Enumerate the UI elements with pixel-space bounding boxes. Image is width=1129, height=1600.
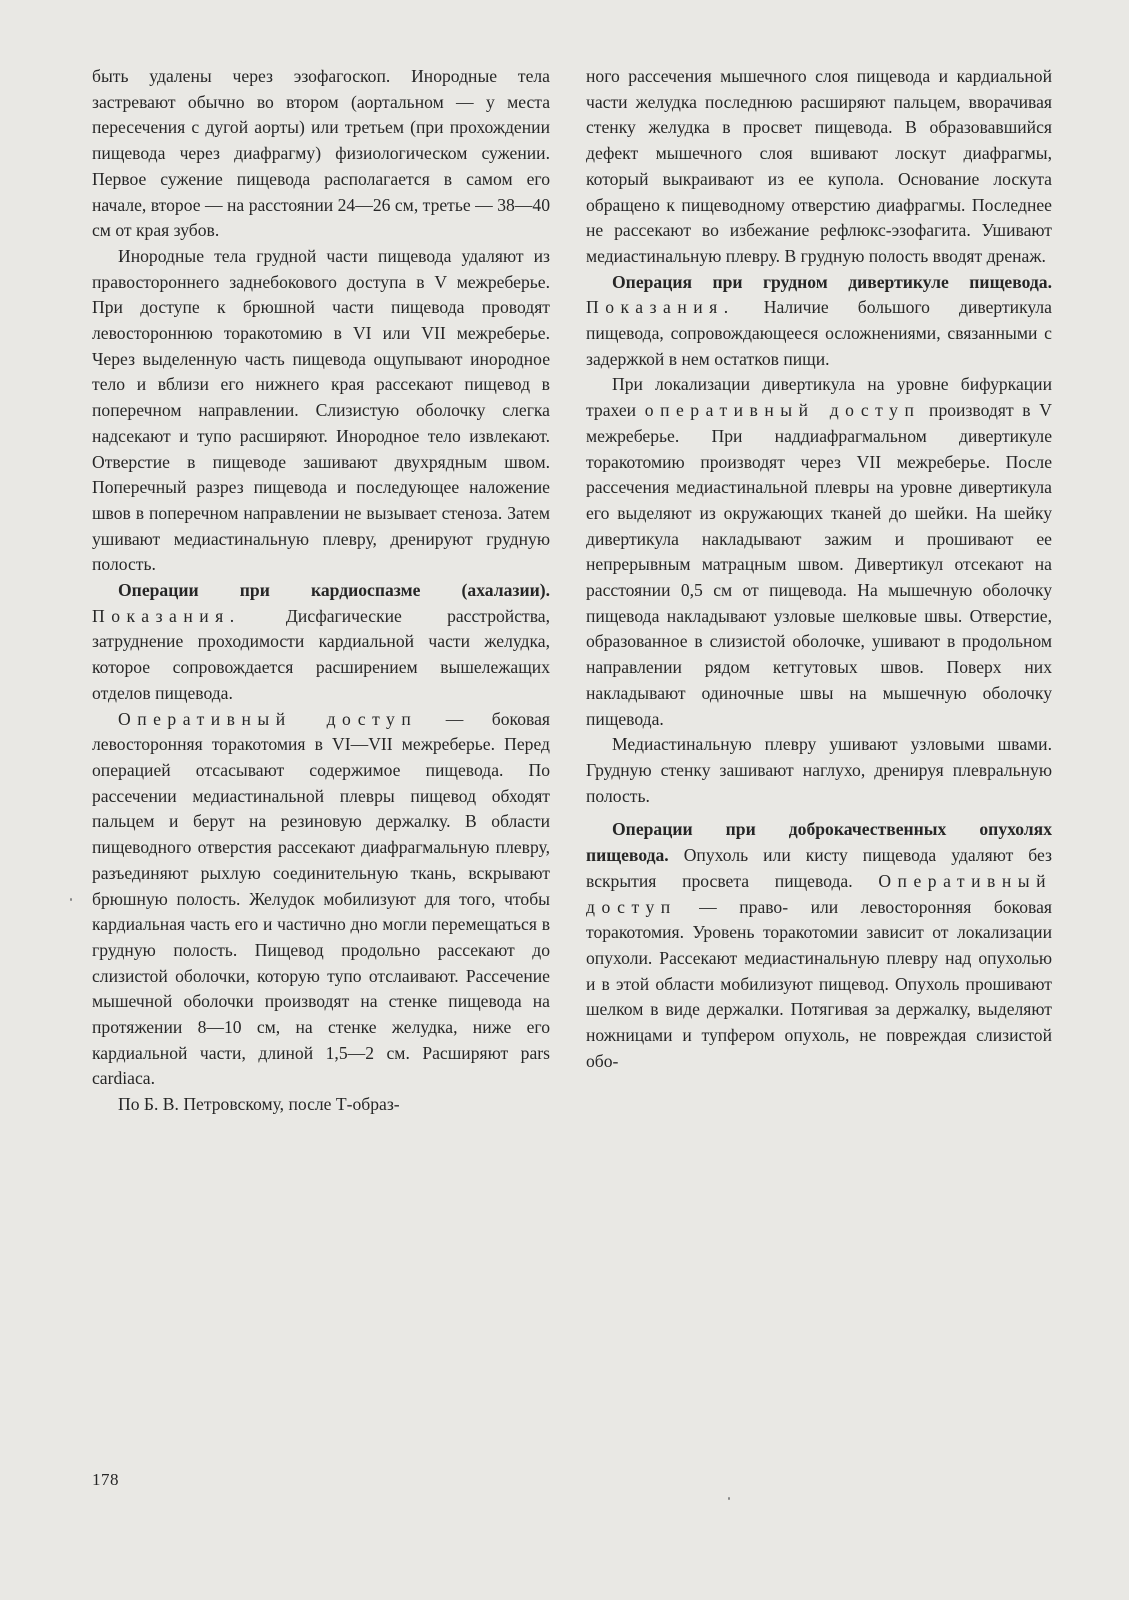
paragraph-text: — боковая левосторонняя торакотомия в VI—VII межреберье. Перед операцией отсасывают содержимое пищевода. По рассечении медиастинальной плевры пищевод обходят пальцем и берут на резиновую держалку. В области пищеводного отверстия рассекают диафрагмальную плевру, разъединяют рыхлую соединительную ткань, вскрывают брюшную полость. Желудок мобилизуют для того, чтобы кардиальная часть его и частично дно могли перемещаться в грудную полость. Пищевод продольно рассекают до слизистой оболочки, которую тупо отслаивают. Рассечение мышечной оболочки производят на стенке пищевода на протяжении 8—10 см, на стенке желудка, ниже его кардиальной части, длиной 1,5—2 см. Расширяют pars cardiaca.	[92, 708, 550, 1089]
spaced-label: оперативный доступ	[644, 400, 921, 421]
page-number: 178	[92, 1470, 119, 1489]
spaced-label: Оперативный доступ	[586, 870, 1052, 917]
right-column	[586, 64, 1052, 1074]
paragraph-text: — право- или левосторонняя боковая торакотомия. Уровень торакотомии зависит от локализации опухоли. Рассекают медиастинальную плевру над опухолью и в этой области мобилизуют пищевод. Опухоль прошивают шелком в виде держалки. Потягивая за держалку, выделяют ножницами и тупфером опухоль, не повреждая слизистой обо-	[586, 896, 1052, 1071]
scan-speck	[70, 898, 72, 901]
spaced-label: Показания.	[92, 605, 241, 626]
paragraph: По Б. В. Петровскому, после Т-образ-	[118, 1094, 400, 1115]
section-heading: Операции при доброкачественных опухолях пищевода.	[586, 819, 1052, 866]
paragraph-diverticulum	[586, 270, 1052, 373]
paragraph: ного рассечения мышечного слоя пищевода и кардиальной части желудка последнюю расширяют пальцем, вворачивая стенку желудка в просвет пищевода. В образовавшийся дефект мышечного слоя вшивают лоскут диафрагмы, который выкраивают из ее купола. Основание лоскута обращено к пищеводному отверстию диафрагмы. Последнее не рассекают во избежание рефлюкс-эзофагита. Ушивают медиастинальную плевру. В грудную полость вводят дренаж.	[586, 66, 1052, 266]
spaced-label: Показания.	[586, 297, 735, 318]
paragraph-text: Опухоль или кисту пищевода удаляют без вскрытия просвета пищевода.	[586, 845, 1052, 891]
paragraph-diverticulum-access	[586, 372, 1052, 732]
paragraph-cardiospasm	[92, 578, 550, 707]
paragraph: Медиастинальную плевру ушивают узловыми швами. Грудную стенку зашивают наглухо, дренируя плевральную полость.	[586, 734, 1052, 806]
paragraph-text: При локализации дивертикула на уровне бифуркации трахеи	[586, 374, 1052, 421]
scan-speck	[728, 1497, 730, 1500]
paragraph-tumors	[586, 817, 1052, 1074]
paragraph-text: производят в V межреберье. При наддиафрагмальном дивертикуле торакотомию производят через VII межреберье. После рассечения медиастинальной плевры на уровне дивертикула его выделяют из окружающих тканей до шейки. На шейку дивертикула накладывают зажим и прошивают ее непрерывным матрацным швом. Дивертикул отсекают на расстоянии 0,5 см от пищевода. На мышечную оболочку пищевода накладывают узловые шелковые швы. Отверстие, образованное в слизистой оболочке, ушивают в продольном направлении рядом кетгутовых швов. Поверх них накладывают одиночные швы на мышечную оболочку пищевода.	[586, 400, 1052, 729]
paragraph: Инородные тела грудной части пищевода удаляют из правостороннего заднебокового доступа в V межреберье. При доступе к брюшной части пищевода проводят левостороннюю торакотомию в VI или VII межреберье. Через выделенную часть пищевода ощупывают инородное тело и вблизи его нижнего края рассекают пищевод в поперечном направлении. Слизистую оболочку слегка надсекают и тупо расширяют. Инородное тело извлекают. Отверстие в пищеводе зашивают двухрядным швом. Поперечный разрез пищевода и последующее наложение швов в поперечном направлении не вызывает стеноза. Затем ушивают медиастинальную плевру, дренируют грудную полость.	[92, 245, 550, 575]
paragraph-text: Наличие большого дивертикула пищевода, сопровождающееся осложнениями, связанными с задержкой в нем остатков пищи.	[586, 297, 1052, 369]
paragraph-text: Дисфагические расстройства, затруднение проходимости кардиальной части желудка, которое сопровождается расширением вышележащих отделов пищевода.	[92, 605, 550, 703]
paragraph-access	[92, 707, 550, 1093]
left-column	[92, 64, 550, 1118]
section-heading: Операция при грудном дивертикуле пищевода.	[612, 271, 1052, 292]
paragraph: быть удалены через эзофагоскоп. Инородные тела застревают обычно во втором (аортальном — у места пересечения с дугой аорты) или третьем (при прохождении пищевода через диафрагму) физиологическом сужении. Первое сужение пищевода располагается в самом его начале, второе — на расстоянии 24—26 см, третье — 38—40 см от края зубов.	[92, 66, 550, 241]
section-heading: Операции при кардиоспазме (ахалазии).	[118, 580, 550, 601]
spaced-label: Оперативный доступ	[118, 708, 418, 729]
